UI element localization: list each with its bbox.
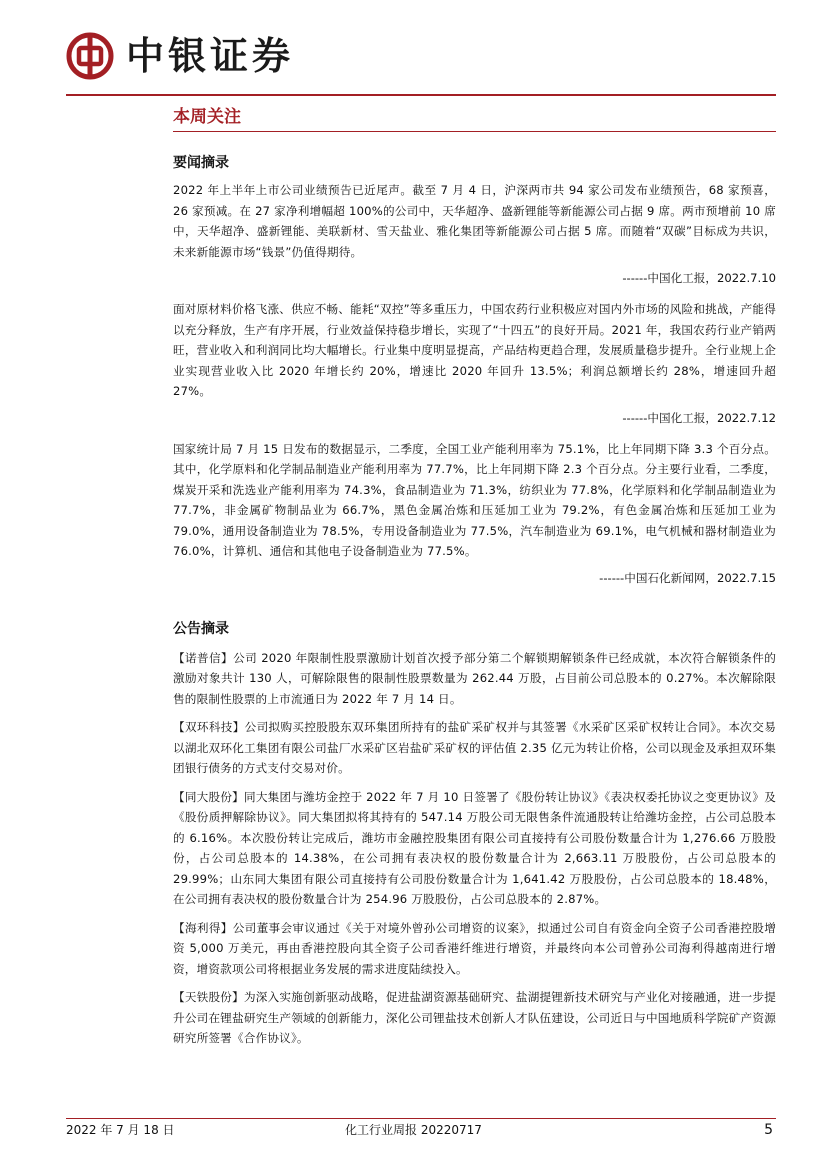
announcement-item	[173, 918, 776, 980]
news-item-text: 2022 年上半年上市公司业绩预告已近尾声。截至 7 月 4 日，沪深两市共 94 家公司发布业绩预告，68 家预喜，26 家预减。在 27 家净利增幅超 100%的公司中，天华超净、盛新锂能等新能源公司占据 9 席。两市预增前 10 席中，天华超净、盛新锂能、美联新材、雪天盐业、雅化集团等新能源公司占据 5 席。而随着“双碳”目标成为共识，未来新能源市场“钱景”仍值得期待。	[173, 183, 776, 259]
brand-logo	[66, 28, 316, 84]
news-item-source: ------中国化工报，2022.7.12	[622, 410, 776, 425]
news-item-source: ------中国化工报，2022.7.10	[622, 271, 776, 285]
brand-name: 中银证券	[126, 33, 295, 78]
section-divider	[173, 131, 776, 132]
announcement-company-tag: 【海利得】	[173, 920, 233, 935]
announcement-text: 同大集团与潍坊金控于 2022 年 7 月 10 日签署了《股份转让协议》《表决权委托协议之变更协议》及《股份质押解除协议》。同大集团拟将其持有的 547.14 万股公司无限售条件流通股转让给潍坊金控，占公司总股本的 6.16%。本次股份转让完成后，潍坊市金融控股集团有限公司直接持有公司股份数量合计为 1,276.66 万股股份，占公司总股本的 14.38%，在公司拥有表决权的股份数量合计为 2,663.11 万股股份，占公司总股本的 29.99%；山东同大集团有限公司直接持有公司股份数量合计为 1,641.42 万股股份，占公司总股本的 18.48%，在公司拥有表决权的股份数量合计为 254.96 万股股份，占公司总股本的 2.87%。	[173, 789, 777, 906]
main-content	[173, 152, 776, 1057]
bank-of-china-logo-icon	[66, 32, 114, 80]
footer-date: 2022 年 7 月 18 日	[66, 1123, 175, 1137]
news-heading: 要闻摘录	[173, 155, 229, 171]
announcement-text: 公司拟购买控股股东双环集团所持有的盐矿采矿权并与其签署《水采矿区采矿权转让合同》。本次交易以湖北双环化工集团有限公司盐厂水采矿区岩盐矿采矿权的评估值 2.35 亿元为转让价格，公司以现金及承担双环集团银行债务的方式支付交易对价。	[173, 720, 776, 775]
announcement-item	[173, 987, 776, 1049]
news-item-text: 面对原材料价格飞涨、供应不畅、能耗“双控”等多重压力，中国农药行业积极应对国内外市场的风险和挑战，产能得以充分释放，生产有序开展，行业效益保持稳步增长，实现了“十四五”的良好开局。2021 年，我国农药行业产销两旺，营业收入和利润同比均大幅增长。行业集中度明显提高，产品结构更趋合理，发展质量稳步提升。全行业规上企业实现营业收入比 2020 年增长约 20%，增速比 2020 年回升 13.5%；利润总额增长约 28%，增速回升超 27%。	[173, 302, 776, 398]
announcement-text: 公司 2020 年限制性股票激励计划首次授予部分第二个解锁期解锁条件已经成就，本次符合解锁条件的激励对象共计 130 人，可解除限售的限制性股票数量为 262.44 万股，占目前公司总股本的 0.27%。本次解除限售的限制性股票的上市流通日为 2022 年 7 月 14 日。	[173, 650, 776, 706]
footer-divider	[66, 1118, 776, 1119]
announcement-company-tag: 【同大股份】	[173, 789, 244, 804]
announcement-text: 公司董事会审议通过《关于对境外曾孙公司增资的议案》，拟通过公司自有资金向全资子公司香港控股增资 5,000 万美元，再由香港控股向其全资子公司香港纤维进行增资，并最终向本公司曾孙公司海利得越南进行增资，增资款项公司将根据业务发展的需求进度陆续投入。	[173, 920, 776, 976]
footer-report-title: 化工行业周报 20220717	[345, 1123, 482, 1137]
announcement-company-tag: 【双环科技】	[173, 720, 245, 734]
announcement-item	[173, 787, 776, 910]
announcement-item	[173, 717, 776, 779]
section-title: 本周关注	[173, 107, 241, 127]
page-number: 5	[764, 1122, 773, 1138]
header-divider	[66, 94, 776, 96]
news-item-text: 国家统计局 7 月 15 日发布的数据显示，二季度，全国工业产能利用率为 75.1%，比上年同期下降 3.3 个百分点。其中，化学原料和化学制品制造业产能利用率为 77.7%，比上年同期下降 2.3 个百分点。分主要行业看，二季度，煤炭开采和洗选业产能利用率为 74.3%，食品制造业为 71.3%，纺织业为 77.8%，化学原料和化学制品制造业为 77.7%，非金属矿物制品业为 66.7%，黑色金属冶炼和压延加工业为 79.2%，有色金属冶炼和压延加工业为 79.0%，通用设备制造业为 78.5%，专用设备制造业为 77.5%，汽车制造业为 69.1%，电气机械和器材制造业为 76.0%，计算机、通信和其他电子设备制造业为 77.5%。	[173, 441, 776, 558]
announcement-company-tag: 【诺普信】	[173, 650, 234, 665]
announcement-company-tag: 【天铁股份】	[173, 990, 244, 1004]
news-item-source: ------中国石化新闻网，2022.7.15	[599, 570, 776, 585]
announcements-heading: 公告摘录	[173, 620, 229, 637]
announcement-item	[173, 648, 776, 710]
announcement-text: 为深入实施创新驱动战略，促进盐湖资源基础研究、盐湖提锂新技术研究与产业化对接融通，进一步提升公司在锂盐研究生产领域的创新能力，深化公司锂盐技术创新人才队伍建设，公司近日与中国地质科学院矿产资源研究所签署《合作协议》。	[173, 990, 776, 1045]
